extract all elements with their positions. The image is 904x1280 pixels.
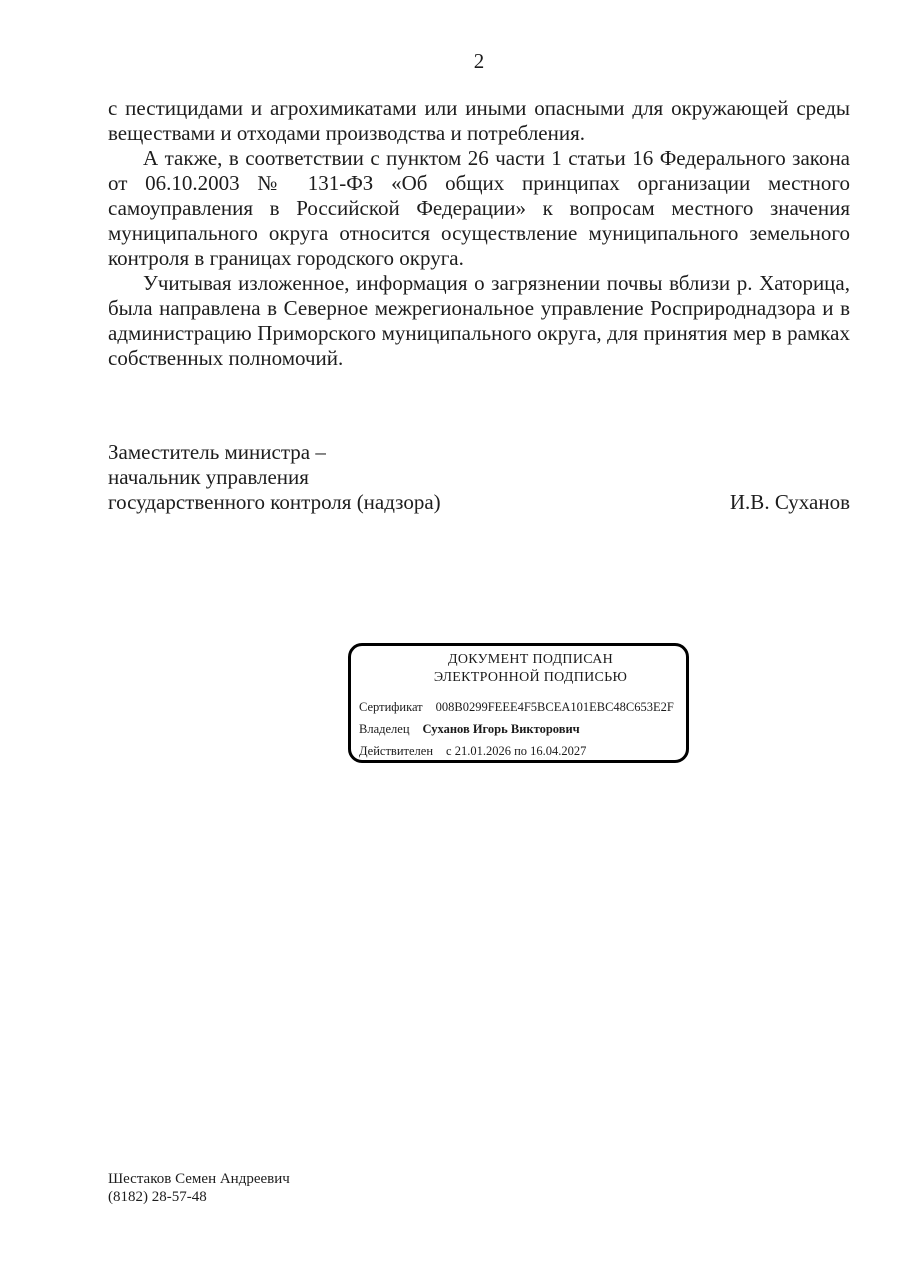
executor-footer — [108, 1170, 290, 1206]
paragraph-legal-basis: А также, в соответствии с пунктом 26 части 1 статьи 16 Федерального закона от 06.10.2003 № 131-ФЗ «Об общих принципах организации местного самоуправления в Российской Федерации» к вопросам местного значения муниципального округа относится осуществление муниципального земельного контроля в границах городского округа. — [108, 146, 850, 270]
paragraph-conclusion: Учитывая изложенное, информация о загрязнении почвы вблизи р. Хаторица, была направлена в Северное межрегиональное управление Росприроднадзора и в администрацию Приморского муниципального округа, для принятия мер в рамках собственных полномочий. — [108, 271, 850, 370]
owner-value: Суханов Игорь Викторович — [422, 722, 580, 736]
paragraph-continuation: с пестицидами и агрохимикатами или иными опасными для окружающей среды веществами и отходами производства и потребления. — [108, 96, 850, 145]
owner-label: Владелец — [359, 722, 410, 736]
stamp-row-owner — [359, 718, 678, 740]
stamp-title — [359, 651, 678, 687]
signatory-position-line-1: Заместитель министра – — [108, 440, 326, 464]
electronic-signature-stamp — [348, 643, 689, 763]
executor-phone: (8182) 28-57-48 — [108, 1189, 207, 1205]
validity-label: Действителен — [359, 744, 434, 758]
stamp-row-certificate — [359, 696, 678, 718]
stamp-title-line-1: ДОКУМЕНТ ПОДПИСАН — [447, 652, 614, 667]
signature-block — [108, 440, 850, 515]
executor-name: Шестаков Семен Андреевич — [108, 1171, 290, 1187]
validity-value: с 21.01.2026 по 16.04.2027 — [446, 744, 587, 758]
body-text — [108, 96, 850, 371]
signature-last-line — [108, 490, 850, 515]
page-number: 2 — [473, 49, 485, 73]
certificate-value: 008B0299FEEE4F5BCEA101EBC48C653E2F — [435, 700, 674, 714]
stamp-rows — [359, 696, 678, 762]
signatory-name: И.В. Суханов — [729, 490, 850, 514]
signatory-position-line-3: государственного контроля (надзора) — [108, 490, 441, 514]
certificate-label: Сертификат — [359, 700, 423, 714]
stamp-title-line-2: ЭЛЕКТРОННОЙ ПОДПИСЬЮ — [433, 670, 628, 685]
signatory-position-line-2: начальник управления — [108, 465, 309, 489]
stamp-row-validity — [359, 740, 678, 762]
